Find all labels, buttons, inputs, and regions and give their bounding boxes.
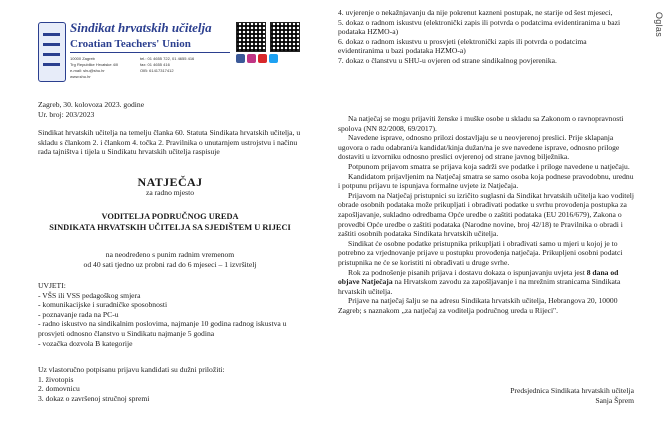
doc-item: 5. dokaz o radnom iskustvu (elektronički zapis ili potvrda o podatcima evidentiranima u bazi podataka HZMO-a) (338, 17, 621, 37)
instagram-icon (247, 54, 256, 63)
condition-item: - vozačka dozvola B kategorije (38, 338, 133, 348)
address-paragraph: Prijave na natječaj šalju se na adresu Sindikata hrvatskih učitelja, Hebrangova 20, 10000 Zagreb; s naznakom „za natječaj za voditelja područnog ureda u Rijeci". (338, 296, 618, 315)
condition-item: - komunikacijske i suradničke sposobnosti (38, 300, 168, 310)
title-subtitle: za radno mjesto (145, 187, 195, 197)
letterhead-name: Sindikat hrvatskih učitelja (70, 20, 212, 35)
condition-item: - poznavanje rada na PC-u (38, 309, 119, 319)
signature-block (440, 386, 634, 405)
letterhead-divider (70, 52, 230, 53)
paragraph: Prijavom na Natječaj pristupnici su izričito suglasni da Sindikat hrvatskih učitelja kao voditelj obrade osobnih podataka može prikupljati i obrađivati podatke u svrhu provođenja postupka za zapošljavanje, sukladno odredbama Opće uredbe o zaštiti podataka (EU 2016/679), Zakona o provedbi Opće uredbe o zaštiti podataka (Narodne novine, broj 42/18) te Pravilnika o obradi i zaštiti osobnih podataka Sindikata hrvatskih učitelja. (338, 190, 634, 239)
position-block (38, 212, 302, 233)
condition-item: - radno iskustvo na sindikalnim poslovima, najmanje 10 godina radnog iskustva u prosvjeti odnosno članstvo u Sindikatu najmanje 5 godina (38, 319, 287, 338)
union-logo-icon (38, 22, 66, 82)
qr-code-icon (236, 22, 266, 52)
doc-item: 3. dokaz o završenoj stručnoj spremi (38, 393, 150, 403)
letterhead-phone: tel.: 01 4655 722, 01 4655 416 fax: 01 4655 416 OIB: 61417317412 (140, 56, 195, 73)
conditions-heading: UVJETI: (38, 281, 66, 290)
doc-item: 6. dokaz o radnom iskustvu u prosvjeti (elektronički zapis ili potvrda o podatcima evidentiranima u bazi podataka HZMO-a) (338, 36, 587, 56)
social-icons (236, 54, 278, 63)
terms-line-1: na neodređeno s punim radnim vremenom (105, 250, 235, 259)
meta-block (38, 100, 302, 119)
paragraph: Na natječaj se mogu prijaviti ženske i muške osobe u skladu sa Zakonom o ravnopravnosti spolova (NN 82/2008, 69/2017). (338, 114, 624, 133)
position-line-2: SINDIKATA HRVATSKIH UČITELJA SA SJEDIŠTEM U RIJECI (49, 222, 291, 232)
doc-item: 1. životopis (38, 374, 74, 384)
qr-code-icon (270, 22, 300, 52)
intro-paragraph: Sindikat hrvatskih učitelja na temelju članka 60. Statuta Sindikata hrvatskih učitelja, u skladu s člankom 2. i člankom 4. točka 2. Pravilnika o unutarnjem ustrojstvu i načinu rada tajništva i tijela u Sindikatu hrvatskih učitelja raspisuje (38, 128, 301, 157)
facebook-icon (236, 54, 245, 63)
title-block (38, 175, 302, 197)
position-line-1: VODITELJA PODRUČNOG UREDA (101, 212, 239, 221)
place-date: Zagreb, 30. kolovoza 2023. godine (38, 100, 145, 109)
paragraph: Navedene isprave, odnosno prilozi dostavljaju se u neovjerenoj preslici. Prije sklapanja ugovora o radu odabrani/a kandidat/kinja dužan/na je sve navedene isprave, odnosno priloge dostaviti u izvorniku odnosno preslici ovjerenoj od strane javnog bilježnika. (338, 133, 620, 162)
doc-item: 7. dokaz o članstvu u SHU-u ovjeren od strane sindikalnog povjerenika. (338, 55, 557, 65)
signature-name: Sanja Šprem (595, 395, 634, 405)
terms-line-2: od 40 sati tjedno uz probni rad do 6 mjeseci – 1 izvršitelj (83, 259, 257, 269)
terms-block (38, 250, 302, 269)
document-title: NATJEČAJ (137, 175, 203, 189)
reference-number: Ur. broj: 203/2023 (38, 109, 95, 119)
paragraph: Kandidatom prijavljenim na Natječaj smatra se samo osoba koja podnese pravodobnu, urednu i potpunu prijavu te ispunjava formalne uvjete iz Natječaja. (338, 171, 634, 191)
paragraph: Sindikat će osobne podatke pristupnika prikupljati i obrađivati samo u mjeri u kojoj je to potrebno za vrjednovanje prijave u postupku provođenja natječaja. Prikupljeni osobni podatci pristupnika ne će se koristiti ni obrađivati u druge svrhe. (338, 238, 623, 267)
conditions-block (38, 281, 302, 348)
letterhead (38, 20, 300, 90)
docs-block-right (338, 8, 634, 66)
letterhead-address: 10000 Zagreb Trg Republike Hrvatske 4/II e-mail: shu@shu.hr www.shu.hr (70, 56, 119, 79)
paragraph: Potpunom prijavom smatra se prijava koja sadrži sve podatke i priloge navedene u natječaju. (348, 161, 630, 171)
docs-block-left (38, 365, 302, 403)
side-label: Oglas (654, 12, 664, 38)
youtube-icon (258, 54, 267, 63)
deadline-highlight: 8 dana od objave Natječaja (338, 267, 619, 287)
signature-title: Predsjednica Sindikata hrvatskih učitelja (510, 386, 634, 395)
docs-heading: Uz vlastoručno potpisanu prijavu kandidati su dužni priložiti: (38, 365, 225, 374)
doc-item: 2. domovnicu (38, 384, 80, 394)
doc-item: 4. uvjerenje o nekažnjavanju da nije pokrenut kazneni postupak, ne starije od šest mjeseci, (338, 8, 613, 17)
deadline-paragraph: Rok za podnošenje pisanih prijava i dostavu dokaza o ispunjavanju uvjeta jest 8 dana od objave Natječaja na Hrvatskom zavodu za zapošljavanje i na mrežnim stranicama Sindikata hrvatskih učitelja. (338, 267, 621, 296)
twitter-icon (269, 54, 278, 63)
body-paragraphs (338, 114, 634, 315)
letterhead-subtitle: Croatian Teachers' Union (70, 38, 191, 50)
condition-item: - VŠS ili VSS pedagoškog smjera (38, 290, 141, 300)
